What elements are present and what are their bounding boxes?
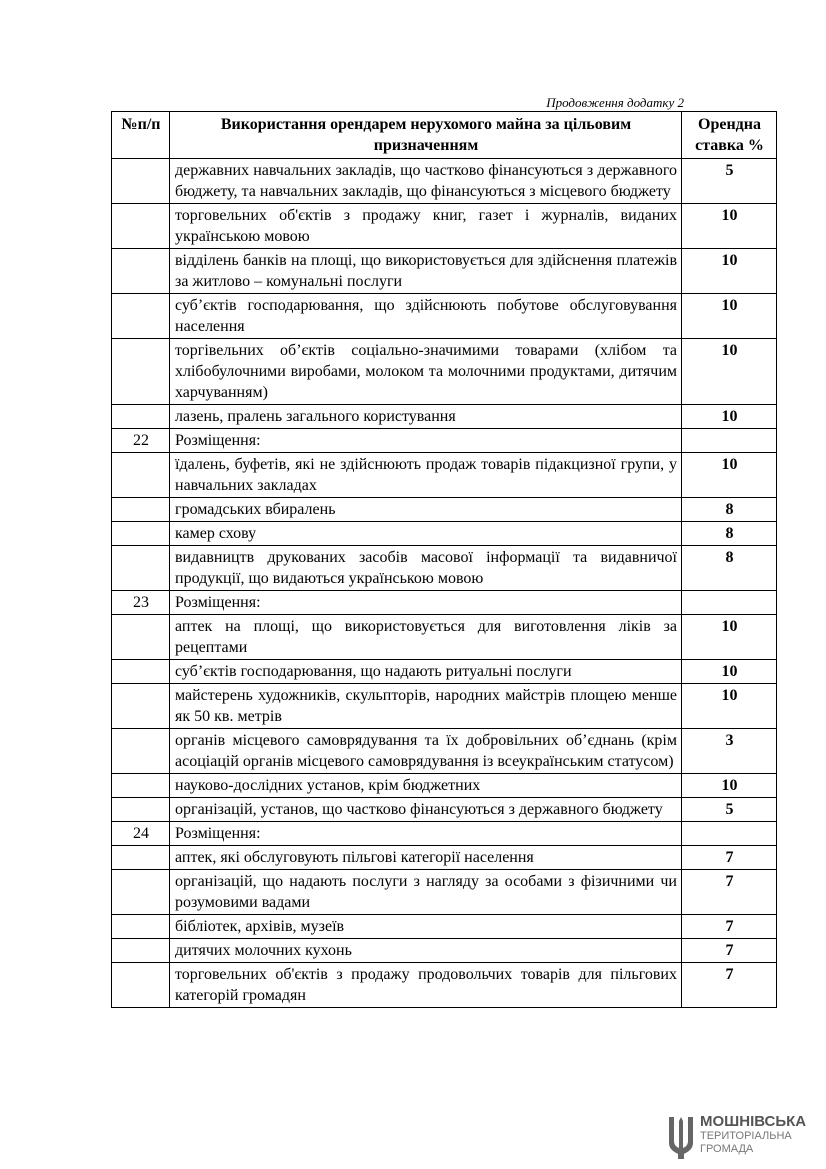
row-number (112, 249, 170, 294)
row-usage-text: Розміщення: (170, 591, 682, 615)
row-usage-text: майстерень художників, скульпторів, народних майстрів площею менше як 50 кв. метрів (170, 684, 682, 729)
table-row (112, 615, 777, 660)
row-number (112, 204, 170, 249)
table-row (112, 684, 777, 729)
row-number (112, 846, 170, 870)
row-usage-text: бібліотек, архівів, музеїв (170, 915, 682, 939)
table-row (112, 453, 777, 498)
row-usage-text: камер схову (170, 522, 682, 546)
row-rate: 8 (682, 546, 777, 591)
appendix-caption: Продовження додатку 2 (546, 95, 684, 110)
table-row (112, 429, 777, 453)
table-row (112, 159, 777, 204)
row-usage-text: організацій, установ, що частково фінансуються з державного бюджету (170, 798, 682, 822)
row-rate: 5 (682, 798, 777, 822)
header-rate: Орендна ставка % (682, 112, 777, 159)
table-row (112, 204, 777, 249)
row-rate: 10 (682, 405, 777, 429)
row-rate: 7 (682, 939, 777, 963)
row-number (112, 615, 170, 660)
table-row (112, 660, 777, 684)
row-usage-text: Розміщення: (170, 822, 682, 846)
row-number: 22 (112, 429, 170, 453)
row-rate: 7 (682, 915, 777, 939)
row-usage-text: лазень, пралень загального користування (170, 405, 682, 429)
row-rate: 10 (682, 453, 777, 498)
row-number: 23 (112, 591, 170, 615)
row-rate: 3 (682, 729, 777, 774)
table-row (112, 546, 777, 591)
rent-rate-table (111, 111, 777, 1008)
table-row (112, 249, 777, 294)
row-number (112, 522, 170, 546)
row-usage-text: торговельних об'єктів з продажу книг, газет і журналів, виданих українською мовою (170, 204, 682, 249)
table-row (112, 798, 777, 822)
row-usage-text: суб’єктів господарювання, що надають ритуальні послуги (170, 660, 682, 684)
row-number (112, 798, 170, 822)
row-number (112, 294, 170, 339)
row-number (112, 159, 170, 204)
row-usage-text: дитячих молочних кухонь (170, 939, 682, 963)
row-rate: 10 (682, 684, 777, 729)
row-usage-text: органів місцевого самоврядування та їх добровільних об’єднань (крім асоціацій органів місцевого самоврядування із всеукраїнським статусом) (170, 729, 682, 774)
row-usage-text: суб’єктів господарювання, що здійснюють побутове обслуговування населення (170, 294, 682, 339)
table-body (112, 159, 777, 1008)
row-number (112, 339, 170, 405)
row-number (112, 453, 170, 498)
table-row (112, 822, 777, 846)
row-usage-text: їдалень, буфетів, які не здійснюють продаж товарів підакцизної групи, у навчальних закладах (170, 453, 682, 498)
row-number: 24 (112, 822, 170, 846)
row-rate: 10 (682, 615, 777, 660)
row-rate: 10 (682, 294, 777, 339)
row-number (112, 939, 170, 963)
header-num: №п/п (112, 112, 170, 159)
row-usage-text: відділень банків на площі, що використовується для здійснення платежів за житлово – комунальні послуги (170, 249, 682, 294)
row-rate: 7 (682, 846, 777, 870)
header-usage: Використання орендарем нерухомого майна за цільовим призначенням (170, 112, 682, 159)
table-row (112, 591, 777, 615)
table-header-row (112, 112, 777, 159)
row-rate: 5 (682, 159, 777, 204)
table-row (112, 294, 777, 339)
row-number (112, 915, 170, 939)
row-usage-text: торговельних об'єктів з продажу продовольчих товарів для пільгових категорій громадян (170, 963, 682, 1008)
row-rate: 10 (682, 249, 777, 294)
row-usage-text: видавництв друкованих засобів масової інформації та видавничої продукції, що видаються українською мовою (170, 546, 682, 591)
row-usage-text: аптек, які обслуговують пільгові категорії населення (170, 846, 682, 870)
row-rate (682, 822, 777, 846)
row-rate: 8 (682, 522, 777, 546)
table-row (112, 405, 777, 429)
row-usage-text: аптек на площі, що використовується для виготовлення ліків за рецептами (170, 615, 682, 660)
row-number (112, 870, 170, 915)
table-row (112, 339, 777, 405)
row-rate: 8 (682, 498, 777, 522)
row-usage-text: Розміщення: (170, 429, 682, 453)
row-number (112, 684, 170, 729)
logo-line-3: ГРОМАДА (700, 1143, 754, 1155)
table-row (112, 870, 777, 915)
row-rate: 7 (682, 963, 777, 1008)
table-row (112, 522, 777, 546)
row-rate: 7 (682, 870, 777, 915)
row-usage-text: громадських вбиралень (170, 498, 682, 522)
logo-line-1: МОШНІВСЬКА (700, 1113, 807, 1130)
community-logo (666, 1113, 816, 1163)
row-usage-text: торгівельних об’єктів соціально-значимими товарами (хлібом та хлібобулочними виробами, молоком та молочними продуктами, дитячим харчуванням) (170, 339, 682, 405)
row-rate (682, 429, 777, 453)
row-rate: 10 (682, 204, 777, 249)
table-row (112, 729, 777, 774)
table-row (112, 963, 777, 1008)
row-number (112, 774, 170, 798)
row-rate: 10 (682, 774, 777, 798)
table-row (112, 846, 777, 870)
row-number (112, 729, 170, 774)
row-rate: 10 (682, 660, 777, 684)
row-rate: 10 (682, 339, 777, 405)
row-number (112, 405, 170, 429)
row-usage-text: науково-дослідних установ, крім бюджетних (170, 774, 682, 798)
row-number (112, 498, 170, 522)
row-rate (682, 591, 777, 615)
row-usage-text: державних навчальних закладів, що частково фінансуються з державного бюджету, та навчальних закладів, що фінансуються з місцевого бюджету (170, 159, 682, 204)
table-row (112, 774, 777, 798)
table-row (112, 939, 777, 963)
trident-icon (666, 1115, 696, 1159)
table-row (112, 915, 777, 939)
row-number (112, 660, 170, 684)
row-usage-text: організацій, що надають послуги з нагляду за особами з фізичними чи розумовими вадами (170, 870, 682, 915)
row-number (112, 963, 170, 1008)
row-number (112, 546, 170, 591)
logo-line-2: ТЕРИТОРІАЛЬНА (700, 1130, 792, 1142)
table-row (112, 498, 777, 522)
